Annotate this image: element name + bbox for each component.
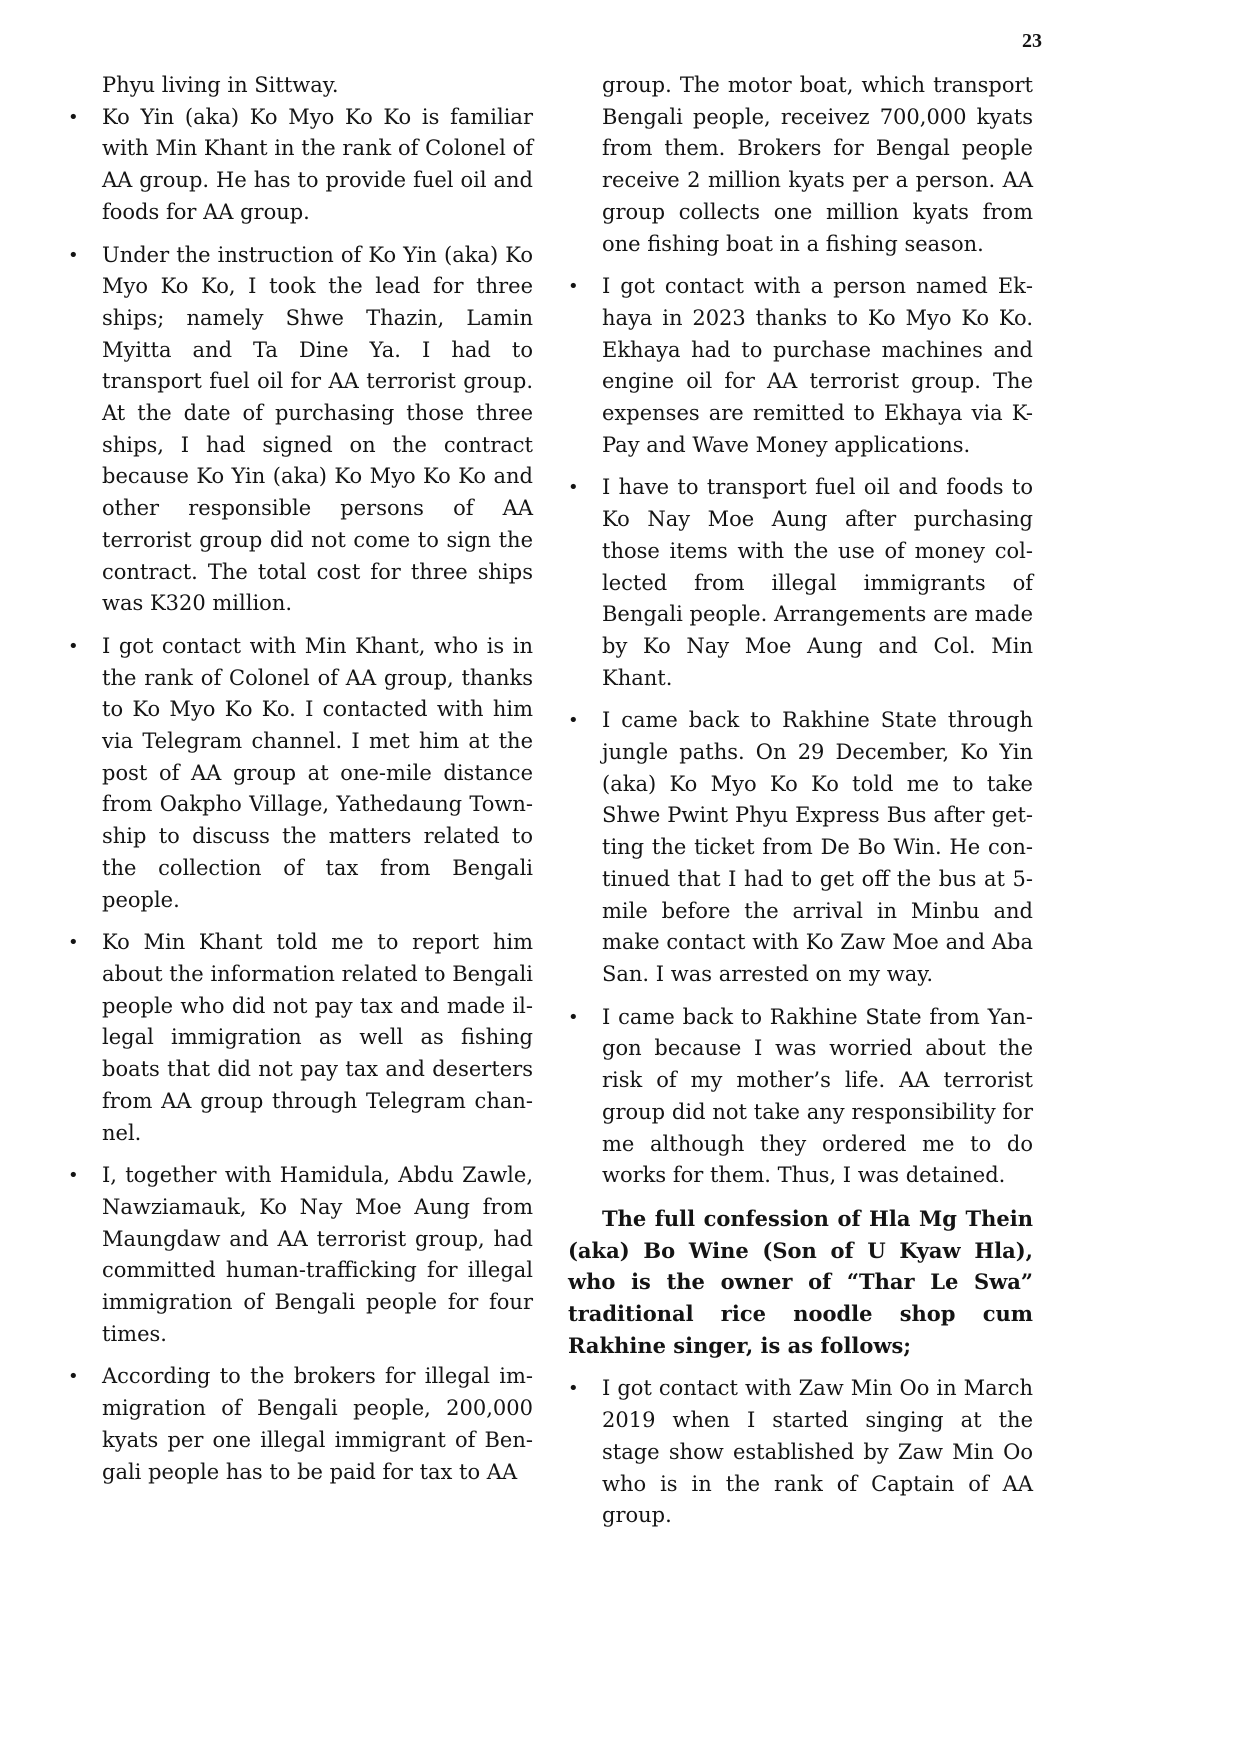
left-column	[102, 70, 533, 1499]
bullet-item: • I got contact with Zaw Min Oo in March 2019 when I started singing at the stage show established by Zaw Min Oo who is in the rank of Captain of AA group.	[602, 1373, 1033, 1532]
bullet-item: • I came back to Rakhine State from Yangon because I was worried about the risk of my mother’s life. AA terrorist group did not take any responsibility for me although they ordered me to do works for them. Thus, I was detained.	[602, 1002, 1033, 1192]
right-column	[568, 70, 1033, 1543]
continuation-paragraph: Phyu living in Sittway.	[102, 73, 339, 97]
bullet-list	[102, 102, 533, 1489]
bullet-item: • According to the brokers for illegal immigration of Bengali people, 200,000 kyats per one illegal immigrant of Bengali people has to be paid for tax to AA	[102, 1361, 533, 1488]
bullet-item: • I have to transport fuel oil and foods to Ko Nay Moe Aung after purchasing those items with the use of money collected from illegal immigrants of Bengali people. Arrangements are made by Ko Nay Moe Aung and Col. Min Khant.	[602, 472, 1033, 694]
bullet-list	[602, 1373, 1033, 1532]
section-heading-wrap	[568, 1203, 1033, 1362]
bullet-item: • I came back to Rakhine State through jungle paths. On 29 December, Ko Yin (aka) Ko Myo Ko Ko told me to take Shwe Pwint Phyu Express Bus after getting the ticket from De Bo Win. He continued that I had to get off the bus at 5-mile before the arrival in Minbu and make contact with Ko Zaw Moe and Aba San. I was arrested on my way.	[602, 705, 1033, 990]
page-number: 23	[1022, 30, 1042, 52]
continuation-paragraph: group. The motor boat, which transport Bengali people, receivez 700,000 kyats from them. Brokers for Bengal people receive 2 million kyats per a person. AA group collects one million kyats from one fishing boat in a fishing season.	[602, 73, 1033, 256]
section-heading	[568, 1203, 1033, 1362]
bullet-item: • Under the instruction of Ko Yin (aka) Ko Myo Ko Ko, I took the lead for three ships; namely Shwe Thazin, Lamin Myitta and Ta Dine Ya. I had to transport fuel oil for AA terrorist group. At the date of purchasing those three ships, I had signed on the contract because Ko Yin (aka) Ko Myo Ko Ko and other responsible persons of AA terrorist group did not come to sign the contract. The total cost for three ships was K320 million.	[102, 240, 533, 620]
bullet-item: • I, together with Hamidula, Abdu Zawle, Nawziamauk, Ko Nay Moe Aung from Maungdaw and AA terrorist group, had committed human-trafficking for illegal immigration of Bengali people for four times.	[102, 1160, 533, 1350]
bullet-item: • I got contact with Min Khant, who is in the rank of Colonel of AA group, thanks to Ko Myo Ko Ko. I contacted with him via Telegram channel. I met him at the post of AA group at one-mile distance from Oakpho Village, Yathedaung Township to discuss the matters related to the collection of tax from Bengali people.	[102, 631, 533, 916]
bullet-item: • Ko Yin (aka) Ko Myo Ko Ko is familiar with Min Khant in the rank of Colonel of AA group. He has to provide fuel oil and foods for AA group.	[102, 102, 533, 229]
bullet-list	[602, 271, 1033, 1192]
bullet-item: • Ko Min Khant told me to report him about the information related to Bengali people who did not pay tax and made illegal immigration as well as fishing boats that did not pay tax and deserters from AA group through Telegram channel.	[102, 927, 533, 1149]
bullet-item: • I got contact with a person named Ekhaya in 2023 thanks to Ko Myo Ko Ko. Ekhaya had to purchase machines and engine oil for AA terrorist group. The expenses are remitted to Ekhaya via K-Pay and Wave Money applications.	[602, 271, 1033, 461]
section-heading-text: The full confession of Hla Mg Thein (aka) Bo Wine (Son of U Kyaw Hla), who is the owner of “Thar Le Swa” traditional rice noodle shop cum Rakhine singer, is as follows;	[568, 1205, 1033, 1358]
